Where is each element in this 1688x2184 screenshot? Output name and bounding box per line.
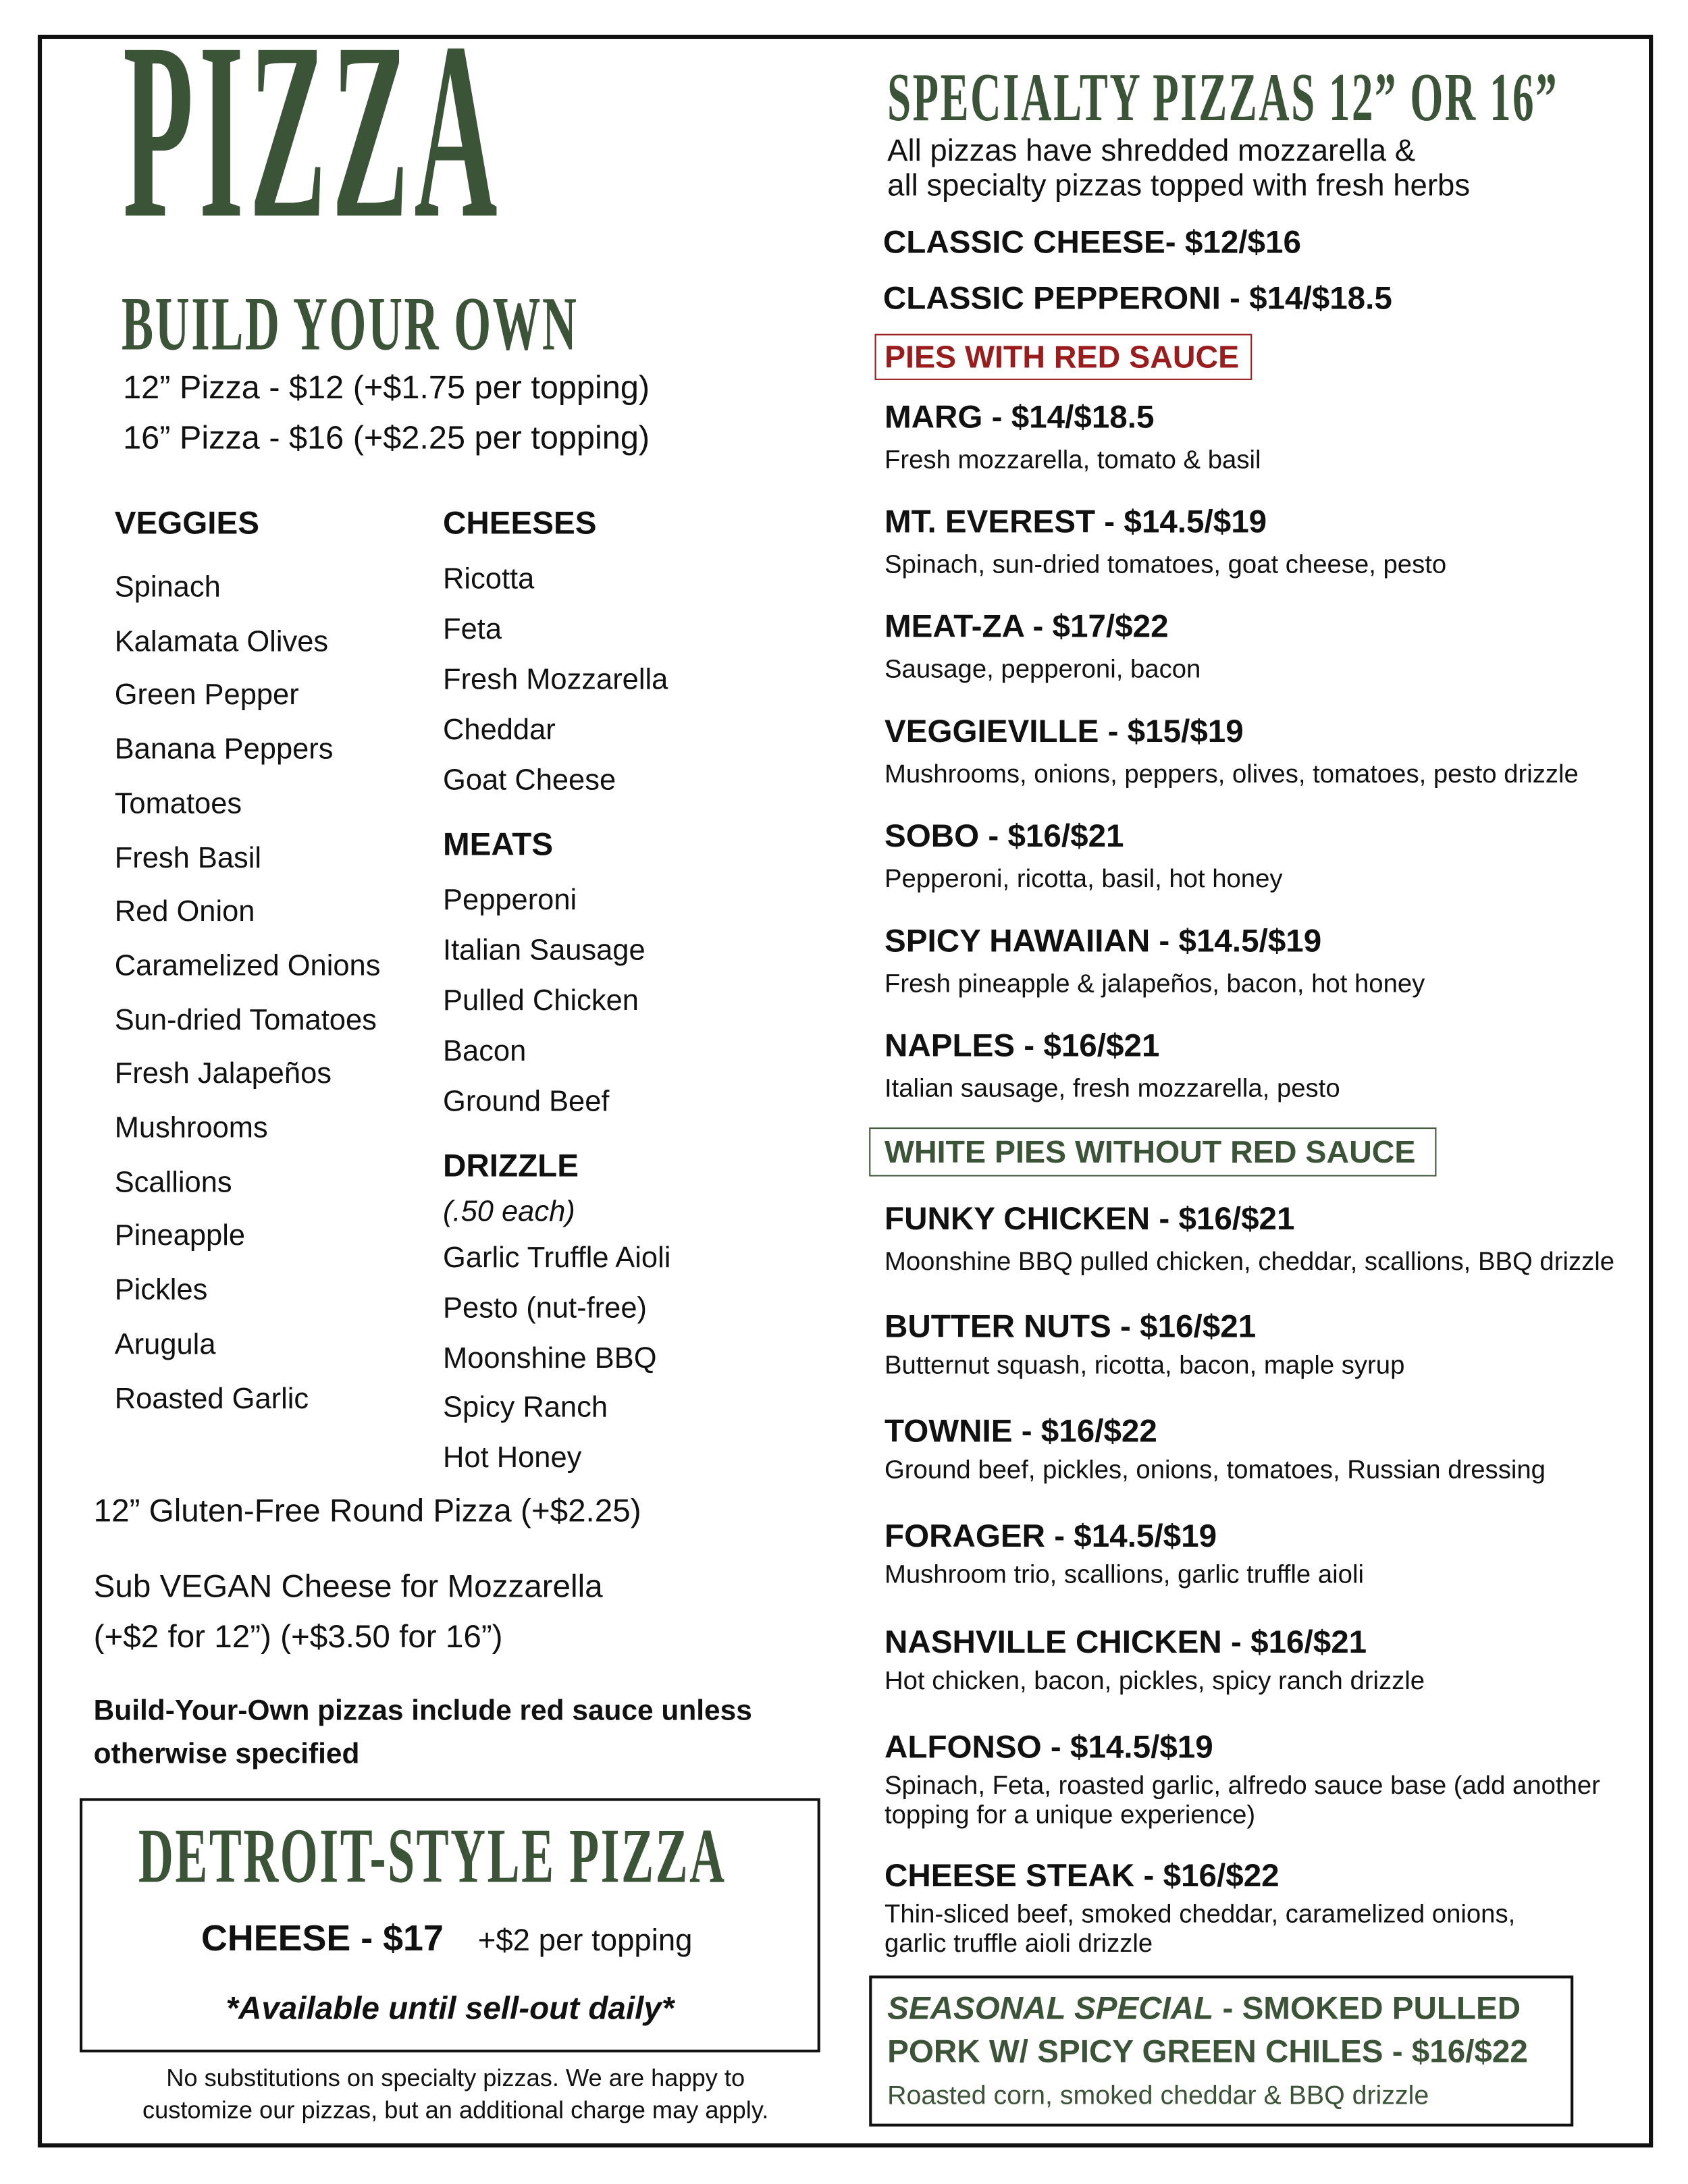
white-pies-label: WHITE PIES WITHOUT RED SAUCE	[884, 1134, 1416, 1170]
price-16-inch: 16” Pizza - $16 (+$2.25 per topping)	[123, 419, 650, 456]
drizzle-price-note: (.50 each)	[443, 1196, 575, 1229]
cheeses-item: Feta	[443, 613, 502, 646]
drizzle-item: Spicy Ranch	[443, 1392, 608, 1424]
meats-item: Bacon	[443, 1035, 527, 1068]
seasonal-title-2: PORK W/ SPICY GREEN CHILES - $16/$22	[887, 2033, 1528, 2069]
seasonal-title-1: - SMOKED PULLED	[1213, 1989, 1521, 2026]
meats-heading: MEATS	[443, 826, 554, 862]
veggies-item: Tomatoes	[114, 787, 242, 820]
veggies-item: Kalamata Olives	[114, 625, 329, 658]
pie-item	[885, 608, 1579, 685]
pie-item	[885, 922, 1579, 999]
pie-item	[885, 818, 1579, 895]
pie-item	[885, 398, 1579, 475]
meats-item: Italian Sausage	[443, 934, 645, 967]
veggies-item: Mushrooms	[114, 1112, 268, 1144]
seasonal-special-box	[869, 1975, 1573, 2127]
pie-description: topping for a unique experience)	[884, 1799, 1256, 1829]
pie-description: Fresh mozzarella, tomato & basil	[884, 444, 1261, 474]
veggies-item: Banana Peppers	[114, 733, 334, 766]
specialty-subheading-2: all specialty pizzas topped with fresh herbs	[887, 167, 1471, 203]
pie-description: Mushrooms, onions, peppers, olives, tomatoes, pesto drizzle	[884, 758, 1579, 789]
pie-item	[885, 1200, 1614, 1277]
veggies-item: Fresh Jalapeños	[114, 1058, 332, 1090]
veggies-item: Pickles	[114, 1274, 208, 1307]
red-pies-list	[885, 398, 1579, 1104]
pie-description: Butternut squash, ricotta, bacon, maple syrup	[884, 1350, 1405, 1379]
drizzle-item: Hot Honey	[443, 1442, 582, 1474]
pie-name: ALFONSO - $14.5/$19	[884, 1728, 1213, 1765]
pie-description: garlic truffle aioli drizzle	[884, 1927, 1153, 1958]
gluten-free-option: 12” Gluten-Free Round Pizza (+$2.25)	[93, 1492, 641, 1529]
pie-name: CHEESE STEAK - $16/$22	[884, 1857, 1280, 1894]
pie-name: MEAT-ZA - $17/$22	[884, 608, 1169, 645]
pie-item	[885, 1412, 1614, 1485]
veggies-item: Fresh Basil	[114, 841, 262, 874]
pie-description: Fresh pineapple & jalapeños, bacon, hot honey	[884, 968, 1425, 998]
drizzle-heading: DRIZZLE	[443, 1147, 579, 1183]
drizzle-item: Moonshine BBQ	[443, 1341, 657, 1375]
pie-item	[885, 712, 1579, 789]
red-sauce-note-1: Build-Your-Own pizzas include red sauce unless	[93, 1695, 752, 1727]
pie-description: Mushroom trio, scallions, garlic truffle aioli	[884, 1559, 1364, 1589]
pie-name: NAPLES - $16/$21	[884, 1027, 1160, 1063]
white-pies-list	[885, 1200, 1614, 1958]
pie-item	[885, 1728, 1614, 1829]
veggies-item: Red Onion	[114, 896, 255, 928]
pie-name: NASHVILLE CHICKEN - $16/$21	[884, 1623, 1367, 1660]
red-sauce-label: PIES WITH RED SAUCE	[884, 339, 1240, 375]
veggies-item: Roasted Garlic	[114, 1382, 309, 1415]
pie-name: TOWNIE - $16/$22	[884, 1412, 1157, 1449]
white-pies-label-box	[869, 1127, 1436, 1176]
pie-name: MT. EVEREST - $14.5/$19	[884, 503, 1267, 539]
pie-name: SPICY HAWAIIAN - $14.5/$19	[884, 922, 1322, 959]
detroit-heading: DETROIT-STYLE PIZZA	[138, 1813, 727, 1900]
veggies-list	[115, 504, 381, 1427]
red-sauce-note-2: otherwise specified	[93, 1738, 360, 1771]
veggies-item: Arugula	[114, 1328, 216, 1361]
seasonal-desc: Roasted corn, smoked cheddar & BBQ drizzle	[887, 2081, 1429, 2112]
detroit-cheese-price: CHEESE - $17	[201, 1917, 444, 1959]
meats-item: Ground Beef	[443, 1086, 610, 1118]
specialty-heading: SPECIALTY PIZZAS 12” OR 16”	[887, 58, 1559, 136]
detroit-availability: *Available until sell-out daily*	[226, 1989, 675, 2026]
price-12-inch: 12” Pizza - $12 (+$1.75 per topping)	[123, 369, 650, 406]
pie-item	[885, 1624, 1614, 1697]
pie-description: Sausage, pepperoni, bacon	[884, 654, 1201, 683]
pie-item	[885, 503, 1579, 580]
pie-description: Thin-sliced beef, smoked cheddar, caramelized onions,	[884, 1898, 1516, 1928]
veggies-heading: VEGGIES	[114, 504, 259, 541]
drizzle-item: Garlic Truffle Aioli	[443, 1242, 671, 1275]
cheeses-item: Cheddar	[443, 714, 556, 747]
red-sauce-label-box	[875, 334, 1252, 380]
vegan-price: (+$2 for 12”) (+$3.50 for 16”)	[93, 1618, 503, 1655]
pie-description: Spinach, sun-dried tomatoes, goat cheese, pesto	[884, 549, 1447, 579]
meats-item: Pulled Chicken	[443, 984, 639, 1017]
veggies-item: Caramelized Onions	[114, 950, 381, 982]
pie-item	[885, 1517, 1614, 1590]
cheeses-heading: CHEESES	[443, 504, 597, 541]
pie-item	[885, 1857, 1614, 1957]
pie-description: Spinach, Feta, roasted garlic, alfredo sauce base (add another	[884, 1770, 1600, 1800]
veggies-item: Green Pepper	[114, 679, 299, 712]
pie-item	[885, 1308, 1614, 1381]
classic-pepperoni: CLASSIC PEPPERONI - $14/$18.5	[882, 279, 1392, 316]
classic-cheese: CLASSIC CHEESE- $12/$16	[882, 223, 1301, 260]
cheeses-item: Fresh Mozzarella	[443, 664, 668, 696]
detroit-style-box	[80, 1798, 820, 2052]
pie-description: Italian sausage, fresh mozzarella, pesto	[884, 1073, 1340, 1102]
menu-title: PIZZA	[123, 0, 503, 273]
detroit-topping-price: +$2 per topping	[477, 1922, 693, 1958]
meats-item: Pepperoni	[443, 884, 577, 917]
pie-name: VEGGIEVILLE - $15/$19	[884, 712, 1244, 749]
footer-note-2: customize our pizzas, but an additional charge may apply.	[142, 2096, 769, 2124]
pie-name: BUTTER NUTS - $16/$21	[884, 1308, 1257, 1344]
pie-name: SOBO - $16/$21	[884, 817, 1124, 854]
veggies-item: Scallions	[114, 1166, 232, 1199]
pie-description: Moonshine BBQ pulled chicken, cheddar, scallions, BBQ drizzle	[884, 1246, 1615, 1276]
seasonal-label: SEASONAL SPECIAL	[887, 1989, 1214, 2026]
pie-name: MARG - $14/$18.5	[884, 398, 1155, 435]
cheeses-meats-drizzle-list	[443, 504, 670, 1484]
veggies-item: Spinach	[114, 571, 221, 604]
veggies-item: Pineapple	[114, 1220, 246, 1253]
pie-name: FUNKY CHICKEN - $16/$21	[884, 1200, 1295, 1237]
cheeses-item: Goat Cheese	[443, 764, 616, 797]
footer-note-1: No substitutions on specialty pizzas. We are happy to	[166, 2063, 745, 2092]
pie-name: FORAGER - $14.5/$19	[884, 1517, 1217, 1554]
drizzle-item: Pesto (nut-free)	[443, 1291, 647, 1325]
pie-item	[885, 1027, 1579, 1104]
specialty-subheading-1: All pizzas have shredded mozzarella &	[887, 132, 1416, 168]
cheeses-item: Ricotta	[443, 563, 535, 595]
seasonal-line-1	[887, 1989, 1521, 2026]
vegan-option: Sub VEGAN Cheese for Mozzarella	[93, 1567, 603, 1604]
build-your-own-heading: BUILD YOUR OWN	[122, 280, 579, 367]
pie-description: Pepperoni, ricotta, basil, hot honey	[884, 863, 1283, 893]
veggies-item: Sun-dried Tomatoes	[114, 1004, 377, 1036]
pie-description: Hot chicken, bacon, pickles, spicy ranch drizzle	[884, 1665, 1425, 1695]
pie-description: Ground beef, pickles, onions, tomatoes, Russian dressing	[884, 1454, 1546, 1484]
